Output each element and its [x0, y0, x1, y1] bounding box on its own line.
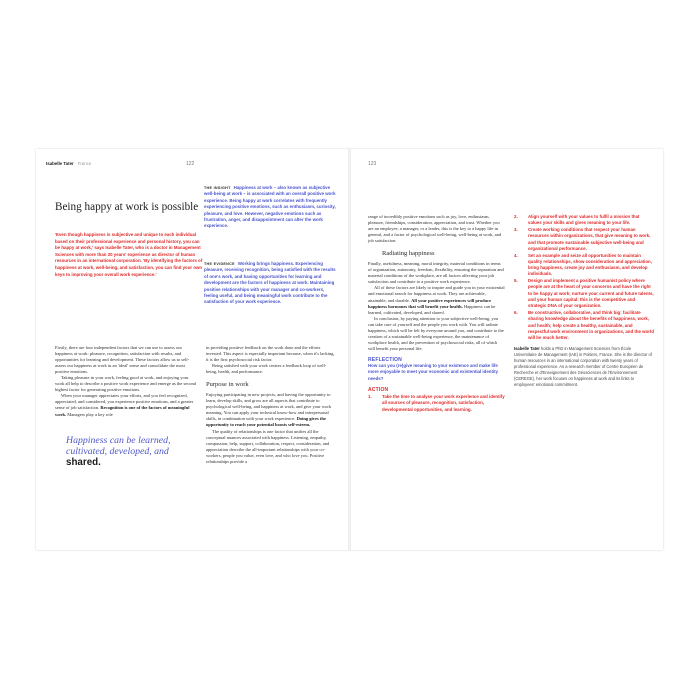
- body-paragraph: Finally, usefulness, meaning, moral integrity, material conditions in terms of organization, autonomy, freedom, flexibility, ensuring the separation and material conditions of the workplace, are all factors affecting your job satisfaction and contribute to a positive work experience.: [368, 261, 504, 285]
- sidebar-insight: [204, 185, 339, 230]
- action-item-4: [514, 253, 654, 278]
- reflection-heading: REFLECTION: [368, 356, 402, 363]
- action-item-6: [514, 310, 654, 341]
- pull-quote-emphasis: shared: [66, 456, 99, 468]
- action-number: 2.: [514, 214, 518, 219]
- body-paragraph: Firstly, there are four independent factors that we can use to assess our happiness at work: pleasure, recognition, satisfaction with results, and opportunities for learning and development. These factors allow us to self-assess our happiness at work in an 'ideal' sense and consolidate the most positive emotions.: [55, 345, 190, 375]
- action-number: 5.: [514, 278, 518, 284]
- left-page: [36, 149, 349, 550]
- action-text: Create working conditions that respect your human resources within organizations, that give meaning to work, and that promote sustainable subjective well-being and organizational performance.: [528, 226, 651, 251]
- body-paragraph: range of incredibly positive emotions such as joy, love, enthusiasm, pleasure, friendships, consideration, appreciation, and trust. Whether you are an employee, a manager, or a leader, this is the key to a happy life in general, and a factor of psychological well-being, well-being at work, and job satisfaction.: [368, 214, 502, 244]
- subheading-radiating: Radiating happiness: [382, 250, 435, 258]
- action-number: 3.: [514, 226, 518, 232]
- sidebar-insight-text: Happiness at work – also known as subjective well-being at work – is associated with an overall positive work experience. Being happy at work correlates with frequently experiencing positive emotions, such as enthusiasm, curiosity, pleasure, and love. However, negative emotions such as frustration, anger, and disappointment can alter the work experience.: [204, 185, 336, 229]
- right-column-1: [368, 214, 505, 413]
- body-paragraph: In conclusion, by paying attention to your subjective well-being, you can take care of yourself and the people you work with. You will radiate happiness, which will be felt by everyone around you, and contribute to the creation of a sustainable well-being experience, the maintenance of workplace health, and the prevention of psychosocial risks, all of which will benefit your personal life.: [368, 315, 504, 351]
- action-list-2: [514, 214, 654, 342]
- left-column-1: [55, 345, 196, 418]
- article-intro: 'Even though happiness is subjective and unique to each individual based on their professional experience and personal history, you can be happy at work,' says Isabelle Tater, who is a doctor in Management Sciences with more than 20 years' experience as director of human resources in an international corporation. 'By identifying the factors of happiness at work, well-being, and satisfaction, you can find your own keys to improving your overall work experience.': [55, 232, 203, 277]
- body-paragraph: in providing positive feedback on the work done and the efforts invested. This aspect is especially important because, when it's lacking, it is the first psychosocial risk factor.: [206, 345, 335, 363]
- action-item-3: [514, 227, 654, 252]
- right-page-number: 123: [368, 161, 377, 167]
- action-heading: ACTION: [368, 386, 389, 393]
- body-paragraph: Taking pleasure in your work, feeling good at work, and enjoying your work all help to describe a positive work experience and emerge as the second highest factor for generating positive emotions.: [55, 375, 196, 393]
- action-list-1: [368, 394, 505, 413]
- left-column-2: [206, 345, 337, 465]
- body-emphasis: All your positive experiences will produce happiness hormones that will benefit your health.: [368, 297, 492, 309]
- action-text: Design and implement a positive humanist policy where people are at the heart of your concerns and have the right to be happy at work; nurture your current and future talents, and your human capital: this is the competitive and strategic DNA of your organization.: [528, 278, 654, 309]
- left-page-number: 122: [186, 161, 195, 167]
- pull-quote-text: Happiness can be learned, cultivated, developed, and: [66, 435, 171, 457]
- article-title: Being happy at work is possible: [55, 201, 199, 213]
- action-text: Take the time to analyse your work experience and identify all sources of pleasure, recognition, satisfaction, developmental opportunities, and learning.: [382, 393, 505, 412]
- body-emphasis: Doing gives the opportunity to reach your potential boosts self-esteem.: [206, 416, 326, 428]
- body-text: Managers play a key role: [67, 411, 113, 417]
- action-number: 1.: [368, 393, 372, 399]
- body-text: Happiness can be learned, cultivated, developed, and shared.: [368, 303, 496, 315]
- reflection-text: How can you (re)give meaning to your existence and make life more enjoyable to meet your economic and existential identity needs?: [368, 362, 499, 381]
- body-text: All of these factors are likely to inspire and guide you in your existential and emotional search for happiness at work. They are achievable, attainable, and durable.: [368, 285, 505, 303]
- sidebar-insight-label: THE INSIGHT: [204, 186, 231, 190]
- subheading-purpose: Purpose in work: [206, 381, 249, 389]
- action-item-5: [514, 278, 654, 309]
- body-paragraph: [206, 392, 337, 428]
- action-item-1: [368, 394, 505, 413]
- action-number: 6.: [514, 310, 518, 316]
- body-text: Enjoying participating in new projects, and having the opportunity to learn, develop skills, and grow are all aspects that contribute to psychological well-being, and happiness at work, and give your work meaning. You can apply your technical know-how and interpersonal skills, in combination with your work experience.: [206, 392, 332, 422]
- author-bio-text: holds a PhD in Management Sciences from École Universitaire de Management (IAE) in Poitiers, France. She is the director of human resources in an international corporation with twenty years of professional experience. As a research member of Centre Européen de Recherche et d'Enseignement des Géosciences de l'Environnement (CEREGE), her work focuses on happiness at work and its links to employees' emotional commitment.: [514, 345, 652, 387]
- body-paragraph: [55, 393, 196, 417]
- running-head-separator: ·: [73, 161, 78, 166]
- sidebar-evidence-text: Working brings happiness. Experiencing pleasure, receiving recognition, being satisfied with the results of one's work, and having opportunities for learning and development are the factors of happiness at work. Maintaining positive relationships with your manager and co-workers, feeling useful, and being meaningful work contribute to the satisfaction of your work experience.: [204, 261, 336, 305]
- action-item-2: [514, 214, 654, 227]
- sidebar-evidence-label: THE EVIDENCE: [204, 262, 235, 266]
- body-paragraph: [368, 285, 505, 315]
- running-head: [46, 161, 91, 166]
- body-paragraph: Being satisfied with your work creates a feedback loop of well-being, health, and performance.: [206, 363, 327, 375]
- action-text: Be constructive, collaborative, and think big: facilitate sharing knowledge about the benefits of happiness, work, and health; help create a healthy, sustainable, and respectful work environment in organizations, and the world will be much better.: [528, 310, 654, 341]
- running-head-country: France: [77, 161, 92, 166]
- right-page: [351, 149, 663, 550]
- pull-quote: [66, 436, 201, 468]
- body-emphasis: Recognition is one of the factors of meaningful work.: [55, 405, 190, 417]
- author-bio: [514, 346, 654, 388]
- right-column-2: [514, 214, 654, 388]
- action-number: 4.: [514, 252, 518, 258]
- body-paragraph: The quality of relationships is one factor that unifies all the conceptual nuances associated with happiness. Listening, empathy, compassion, help, support, collaboration, respect, consideration, and appreciation describe the all-important relationships with your co-workers, people you value, even love, and who love you. Positive relationships provide a: [206, 428, 330, 464]
- author-bio-name: Isabelle Tater: [514, 345, 540, 351]
- sidebar-evidence: [204, 261, 339, 306]
- book-spread: [36, 149, 663, 550]
- action-text: Set an example and seize all opportunities to maintain quality relationships, show consideration and appreciation, bring happiness, create joy and enthusiasm, and develop individuals.: [528, 252, 652, 277]
- action-text: Align yourself with your values to fulfil a mission that values your skills and gives meaning to your life.: [528, 214, 640, 226]
- pull-quote-period: .: [98, 456, 101, 468]
- body-text: When your manager appreciates your efforts, and you feel recognized, appreciated, and considered, you experience positive emotions, and a greater sense of job satisfaction.: [55, 393, 194, 411]
- running-head-author: Isabelle Tater: [46, 161, 74, 166]
